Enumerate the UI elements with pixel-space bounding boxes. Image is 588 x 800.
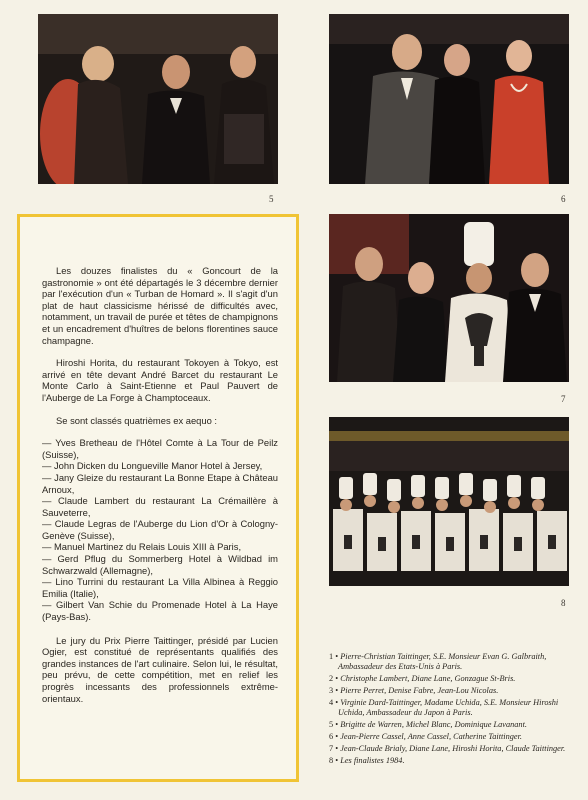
list-item: — Yves Bretheau de l'Hôtel Comte à La Tour de Peilz (Suisse), (42, 437, 278, 460)
article-jury: Le jury du Prix Pierre Taittinger, présidé par Lucien Ogier, est constitué de représentants qualifiés des grandes instances de l'art culinaire. Selon lui, le résultat, peu prévu, de cette compétition, met en relief les progrès incessants des professionnels extrême-orientaux. (42, 634, 278, 704)
photo-captions (329, 652, 574, 768)
figure-number-6: 6 (561, 194, 566, 204)
caption-7: 7 • Jean-Claude Brialy, Diane Lane, Hiroshi Horita, Claude Taittinger. (329, 744, 566, 753)
list-item: — John Dicken du Longueville Manor Hotel à Jersey, (42, 460, 263, 472)
list-item: — Claude Lambert du restaurant La Crémaillère à Sauveterre, (42, 495, 278, 518)
photo-8 (329, 417, 569, 586)
photo-7 (329, 214, 569, 382)
figure-number-8: 8 (561, 598, 566, 608)
list-item: — Gilbert Van Schie du Promenade Hotel à La Haye (Pays-Bas). (42, 599, 278, 623)
article-fourth-intro: Se sont classés quatrièmes ex aequo : (56, 414, 218, 426)
article-text (42, 265, 278, 715)
article-intro: Les douzes finalistes du « Goncourt de la gastronomie » ont été départagés le 3 décembre dernier par l'exécution d'un « Turban de Homard ». Il s'agit d'un plat de haut classicisme hérissé de difficultés avec, notamment, un travail de purée et têtes de champignons et un encadrement d'huîtres de belons florentines sauce champagne. (42, 265, 278, 346)
article-box (17, 214, 299, 782)
photo-6 (329, 14, 569, 184)
caption-6: 6 • Jean-Pierre Cassel, Anne Cassel, Catherine Taittinger. (329, 732, 522, 741)
figure-number-5: 5 (269, 194, 274, 204)
list-item: — Gerd Pflug du Sommerberg Hotel à Wildbad im Schwarzwald (Allemagne), (42, 553, 278, 576)
caption-2: 2 • Christophe Lambert, Diane Lane, Gonzague St-Bris. (329, 674, 516, 683)
photo-5 (38, 14, 278, 184)
list-item: — Lino Turrini du restaurant La Villa Albinea à Reggio Emilia (Italie), (42, 576, 278, 599)
list-item: — Jany Gleize du restaurant La Bonne Etape à Château Arnoux, (42, 471, 278, 495)
caption-3: 3 • Pierre Perret, Denise Fabre, Jean-Lou Nicolas. (329, 686, 499, 695)
article-winner: Hiroshi Horita, du restaurant Tokoyen à Tokyo, est arrivé en tête devant André Barcet du restaurant Le Monte Carlo à Saint-Etienne et Paul Pauvert de l'Auberge de La Forge à Champtoceaux. (42, 357, 278, 403)
figure-number-7: 7 (561, 394, 566, 404)
list-item: — Manuel Martinez du Relais Louis XIII à Paris, (42, 541, 242, 553)
caption-4: 4 • Virginie Dard-Taittinger, Madame Uchida, S.E. Monsieur Hiroshi Uchida, Ambassadeur du Japon à Paris. (329, 698, 559, 717)
caption-8: 8 • Les finalistes 1984. (329, 756, 405, 765)
caption-5: 5 • Brigitte de Warren, Michel Blanc, Dominique Lavanant. (329, 720, 527, 729)
list-item: — Claude Legras de l'Auberge du Lion d'Or à Cologny-Genève (Suisse), (42, 518, 278, 541)
caption-1: 1 • Pierre-Christian Taittinger, S.E. Monsieur Evan G. Galbraith, Ambassadeur des Etats-Unis à Paris. (329, 652, 547, 671)
finalists-list (42, 437, 278, 623)
